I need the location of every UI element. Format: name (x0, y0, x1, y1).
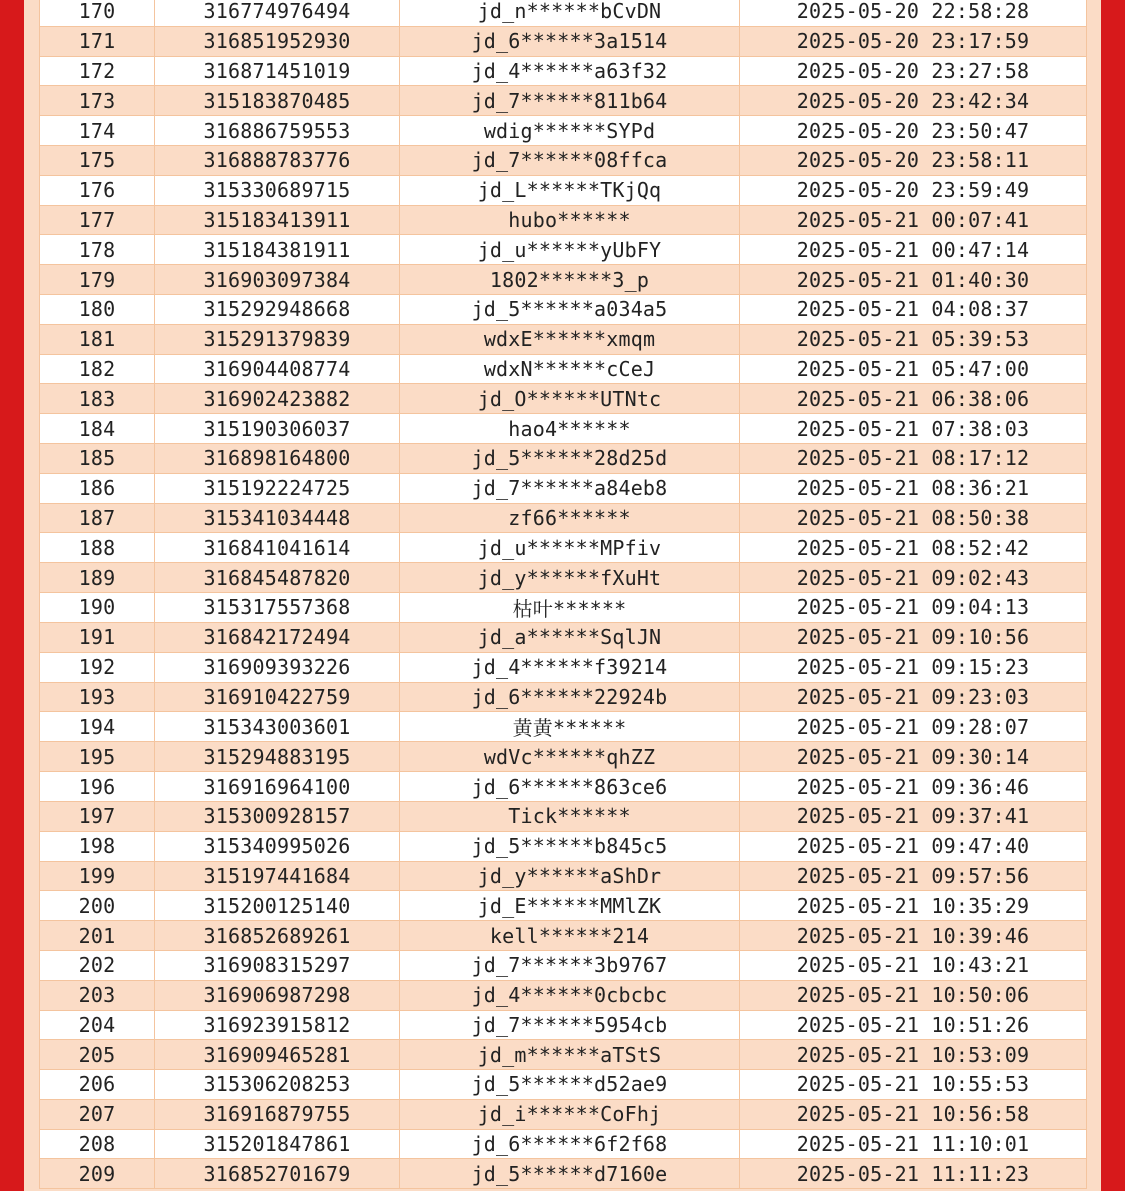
order-id-cell: 316774976494 (155, 0, 400, 26)
row-index-cell: 203 (40, 980, 155, 1010)
table-row (40, 0, 1087, 26)
user-name-cell: 枯叶****** (400, 592, 740, 622)
user-name-cell: wdxN******cCeJ (400, 354, 740, 384)
order-time-cell: 2025-05-21 09:37:41 (740, 801, 1087, 831)
order-id-cell: 315190306037 (155, 414, 400, 444)
user-name-cell: jd_y******fXuHt (400, 563, 740, 593)
row-index-cell: 198 (40, 831, 155, 861)
order-id-cell: 315192224725 (155, 473, 400, 503)
order-id-cell: 316898164800 (155, 443, 400, 473)
row-index-cell: 202 (40, 950, 155, 980)
user-name-cell: zf66****** (400, 503, 740, 533)
user-name-cell: jd_7******a84eb8 (400, 473, 740, 503)
order-id-cell: 315330689715 (155, 175, 400, 205)
order-time-cell: 2025-05-21 10:55:53 (740, 1070, 1087, 1100)
order-id-cell: 316852701679 (155, 1159, 400, 1189)
order-time-cell: 2025-05-21 09:04:13 (740, 592, 1087, 622)
user-name-cell: jd_m******aTStS (400, 1040, 740, 1070)
user-name-cell: jd_6******6f2f68 (400, 1129, 740, 1159)
user-name-cell: kell******214 (400, 921, 740, 951)
order-time-cell: 2025-05-20 23:58:11 (740, 145, 1087, 175)
table-row (40, 414, 1087, 444)
order-time-cell: 2025-05-21 07:38:03 (740, 414, 1087, 444)
order-id-cell: 316909465281 (155, 1040, 400, 1070)
order-time-cell: 2025-05-21 10:50:06 (740, 980, 1087, 1010)
row-index-cell: 179 (40, 265, 155, 295)
user-name-cell: jd_4******a63f32 (400, 56, 740, 86)
table-row (40, 831, 1087, 861)
row-index-cell: 193 (40, 682, 155, 712)
table-row (40, 742, 1087, 772)
order-time-cell: 2025-05-21 01:40:30 (740, 265, 1087, 295)
row-index-cell: 207 (40, 1099, 155, 1129)
row-index-cell: 186 (40, 473, 155, 503)
user-name-cell: Tick****** (400, 801, 740, 831)
order-time-cell: 2025-05-21 10:56:58 (740, 1099, 1087, 1129)
user-name-cell: jd_7******811b64 (400, 86, 740, 116)
order-id-cell: 316923915812 (155, 1010, 400, 1040)
order-id-cell: 316851952930 (155, 26, 400, 56)
user-name-cell: jd_E******MMlZK (400, 891, 740, 921)
table-row (40, 473, 1087, 503)
user-name-cell: 1802******3_p (400, 265, 740, 295)
table-row (40, 175, 1087, 205)
row-index-cell: 178 (40, 235, 155, 265)
order-time-cell: 2025-05-20 23:27:58 (740, 56, 1087, 86)
table-row (40, 86, 1087, 116)
row-index-cell: 175 (40, 145, 155, 175)
table-row (40, 891, 1087, 921)
user-name-cell: jd_i******CoFhj (400, 1099, 740, 1129)
order-time-cell: 2025-05-21 09:10:56 (740, 622, 1087, 652)
order-time-cell: 2025-05-21 11:10:01 (740, 1129, 1087, 1159)
table-row (40, 56, 1087, 86)
row-index-cell: 191 (40, 622, 155, 652)
order-id-cell: 316908315297 (155, 950, 400, 980)
table-row (40, 1070, 1087, 1100)
row-index-cell: 206 (40, 1070, 155, 1100)
table-row (40, 205, 1087, 235)
table-row (40, 563, 1087, 593)
order-time-cell: 2025-05-21 09:30:14 (740, 742, 1087, 772)
user-name-cell: wdVc******qhZZ (400, 742, 740, 772)
order-time-cell: 2025-05-21 09:28:07 (740, 712, 1087, 742)
order-time-cell: 2025-05-21 08:50:38 (740, 503, 1087, 533)
order-time-cell: 2025-05-21 08:17:12 (740, 443, 1087, 473)
table-row (40, 592, 1087, 622)
order-time-cell: 2025-05-21 08:52:42 (740, 533, 1087, 563)
user-name-cell: jd_n******bCvDN (400, 0, 740, 26)
order-id-cell: 316852689261 (155, 921, 400, 951)
order-id-cell: 316904408774 (155, 354, 400, 384)
row-index-cell: 189 (40, 563, 155, 593)
order-id-cell: 316909393226 (155, 652, 400, 682)
table-row (40, 921, 1087, 951)
order-id-cell: 315183413911 (155, 205, 400, 235)
table-row (40, 1099, 1087, 1129)
order-time-cell: 2025-05-20 23:59:49 (740, 175, 1087, 205)
order-id-cell: 315201847861 (155, 1129, 400, 1159)
table-row (40, 950, 1087, 980)
row-index-cell: 181 (40, 324, 155, 354)
table-row (40, 324, 1087, 354)
row-index-cell: 176 (40, 175, 155, 205)
table-row (40, 712, 1087, 742)
order-id-cell: 315183870485 (155, 86, 400, 116)
user-name-cell: jd_5******d7160e (400, 1159, 740, 1189)
order-id-cell: 315292948668 (155, 294, 400, 324)
order-id-cell: 315300928157 (155, 801, 400, 831)
table-row (40, 145, 1087, 175)
order-id-cell: 315343003601 (155, 712, 400, 742)
order-id-cell: 316871451019 (155, 56, 400, 86)
order-id-cell: 315197441684 (155, 861, 400, 891)
user-name-cell: jd_7******08ffca (400, 145, 740, 175)
row-index-cell: 199 (40, 861, 155, 891)
row-index-cell: 190 (40, 592, 155, 622)
order-id-cell: 315184381911 (155, 235, 400, 265)
user-name-cell: jd_u******MPfiv (400, 533, 740, 563)
table-row (40, 1129, 1087, 1159)
order-id-cell: 316845487820 (155, 563, 400, 593)
row-index-cell: 177 (40, 205, 155, 235)
order-time-cell: 2025-05-21 10:35:29 (740, 891, 1087, 921)
table-row (40, 652, 1087, 682)
user-name-cell: jd_L******TKjQq (400, 175, 740, 205)
user-name-cell: jd_u******yUbFY (400, 235, 740, 265)
order-time-cell: 2025-05-21 09:02:43 (740, 563, 1087, 593)
order-id-cell: 316902423882 (155, 384, 400, 414)
row-index-cell: 204 (40, 1010, 155, 1040)
table-row (40, 354, 1087, 384)
row-index-cell: 192 (40, 652, 155, 682)
order-table (39, 0, 1087, 1189)
order-time-cell: 2025-05-21 00:47:14 (740, 235, 1087, 265)
order-id-cell: 315306208253 (155, 1070, 400, 1100)
row-index-cell: 183 (40, 384, 155, 414)
order-time-cell: 2025-05-20 23:50:47 (740, 116, 1087, 146)
row-index-cell: 205 (40, 1040, 155, 1070)
table-row (40, 1010, 1087, 1040)
table-row (40, 1159, 1087, 1189)
order-id-cell: 315341034448 (155, 503, 400, 533)
order-id-cell: 316903097384 (155, 265, 400, 295)
order-time-cell: 2025-05-21 09:57:56 (740, 861, 1087, 891)
user-name-cell: jd_5******28d25d (400, 443, 740, 473)
row-index-cell: 171 (40, 26, 155, 56)
order-time-cell: 2025-05-21 09:36:46 (740, 772, 1087, 802)
table-row (40, 116, 1087, 146)
row-index-cell: 184 (40, 414, 155, 444)
order-id-cell: 316888783776 (155, 145, 400, 175)
order-time-cell: 2025-05-21 04:08:37 (740, 294, 1087, 324)
table-row (40, 503, 1087, 533)
table-row (40, 682, 1087, 712)
user-name-cell: jd_5******a034a5 (400, 294, 740, 324)
row-index-cell: 196 (40, 772, 155, 802)
order-time-cell: 2025-05-21 10:43:21 (740, 950, 1087, 980)
order-id-cell: 315294883195 (155, 742, 400, 772)
user-name-cell: 黄黄****** (400, 712, 740, 742)
row-index-cell: 195 (40, 742, 155, 772)
user-name-cell: jd_6******3a1514 (400, 26, 740, 56)
order-time-cell: 2025-05-21 10:51:26 (740, 1010, 1087, 1040)
order-id-cell: 316841041614 (155, 533, 400, 563)
user-name-cell: jd_6******863ce6 (400, 772, 740, 802)
row-index-cell: 188 (40, 533, 155, 563)
order-id-cell: 315317557368 (155, 592, 400, 622)
user-name-cell: jd_4******f39214 (400, 652, 740, 682)
order-time-cell: 2025-05-21 05:47:00 (740, 354, 1087, 384)
order-id-cell: 316906987298 (155, 980, 400, 1010)
order-time-cell: 2025-05-20 23:42:34 (740, 86, 1087, 116)
order-time-cell: 2025-05-21 10:39:46 (740, 921, 1087, 951)
user-name-cell: jd_5******b845c5 (400, 831, 740, 861)
user-name-cell: jd_y******aShDr (400, 861, 740, 891)
table-row (40, 294, 1087, 324)
row-index-cell: 180 (40, 294, 155, 324)
table-row (40, 265, 1087, 295)
order-id-cell: 316916879755 (155, 1099, 400, 1129)
order-id-cell: 316916964100 (155, 772, 400, 802)
order-id-cell: 316842172494 (155, 622, 400, 652)
user-name-cell: wdig******SYPd (400, 116, 740, 146)
user-name-cell: jd_O******UTNtc (400, 384, 740, 414)
row-index-cell: 170 (40, 0, 155, 26)
user-name-cell: jd_7******5954cb (400, 1010, 740, 1040)
user-name-cell: jd_a******SqlJN (400, 622, 740, 652)
row-index-cell: 208 (40, 1129, 155, 1159)
row-index-cell: 209 (40, 1159, 155, 1189)
order-id-cell: 315291379839 (155, 324, 400, 354)
row-index-cell: 173 (40, 86, 155, 116)
order-time-cell: 2025-05-21 00:07:41 (740, 205, 1087, 235)
table-row (40, 384, 1087, 414)
order-table-body (40, 0, 1087, 1189)
row-index-cell: 174 (40, 116, 155, 146)
order-time-cell: 2025-05-20 23:17:59 (740, 26, 1087, 56)
table-row (40, 235, 1087, 265)
order-time-cell: 2025-05-21 09:47:40 (740, 831, 1087, 861)
order-time-cell: 2025-05-21 08:36:21 (740, 473, 1087, 503)
table-row (40, 772, 1087, 802)
table-row (40, 1040, 1087, 1070)
user-name-cell: jd_5******d52ae9 (400, 1070, 740, 1100)
row-index-cell: 197 (40, 801, 155, 831)
row-index-cell: 187 (40, 503, 155, 533)
table-row (40, 443, 1087, 473)
order-table-container (39, 0, 1086, 1189)
row-index-cell: 172 (40, 56, 155, 86)
order-time-cell: 2025-05-21 10:53:09 (740, 1040, 1087, 1070)
order-time-cell: 2025-05-21 05:39:53 (740, 324, 1087, 354)
row-index-cell: 194 (40, 712, 155, 742)
table-row (40, 861, 1087, 891)
order-time-cell: 2025-05-20 22:58:28 (740, 0, 1087, 26)
row-index-cell: 182 (40, 354, 155, 384)
order-id-cell: 316886759553 (155, 116, 400, 146)
order-id-cell: 316910422759 (155, 682, 400, 712)
table-row (40, 980, 1087, 1010)
user-name-cell: wdxE******xmqm (400, 324, 740, 354)
user-name-cell: jd_4******0cbcbc (400, 980, 740, 1010)
table-row (40, 801, 1087, 831)
row-index-cell: 185 (40, 443, 155, 473)
user-name-cell: jd_7******3b9767 (400, 950, 740, 980)
row-index-cell: 200 (40, 891, 155, 921)
table-row (40, 26, 1087, 56)
table-row (40, 622, 1087, 652)
order-time-cell: 2025-05-21 06:38:06 (740, 384, 1087, 414)
order-id-cell: 315340995026 (155, 831, 400, 861)
order-time-cell: 2025-05-21 09:15:23 (740, 652, 1087, 682)
order-id-cell: 315200125140 (155, 891, 400, 921)
order-time-cell: 2025-05-21 11:11:23 (740, 1159, 1087, 1189)
user-name-cell: jd_6******22924b (400, 682, 740, 712)
user-name-cell: hubo****** (400, 205, 740, 235)
order-time-cell: 2025-05-21 09:23:03 (740, 682, 1087, 712)
user-name-cell: hao4****** (400, 414, 740, 444)
row-index-cell: 201 (40, 921, 155, 951)
table-row (40, 533, 1087, 563)
